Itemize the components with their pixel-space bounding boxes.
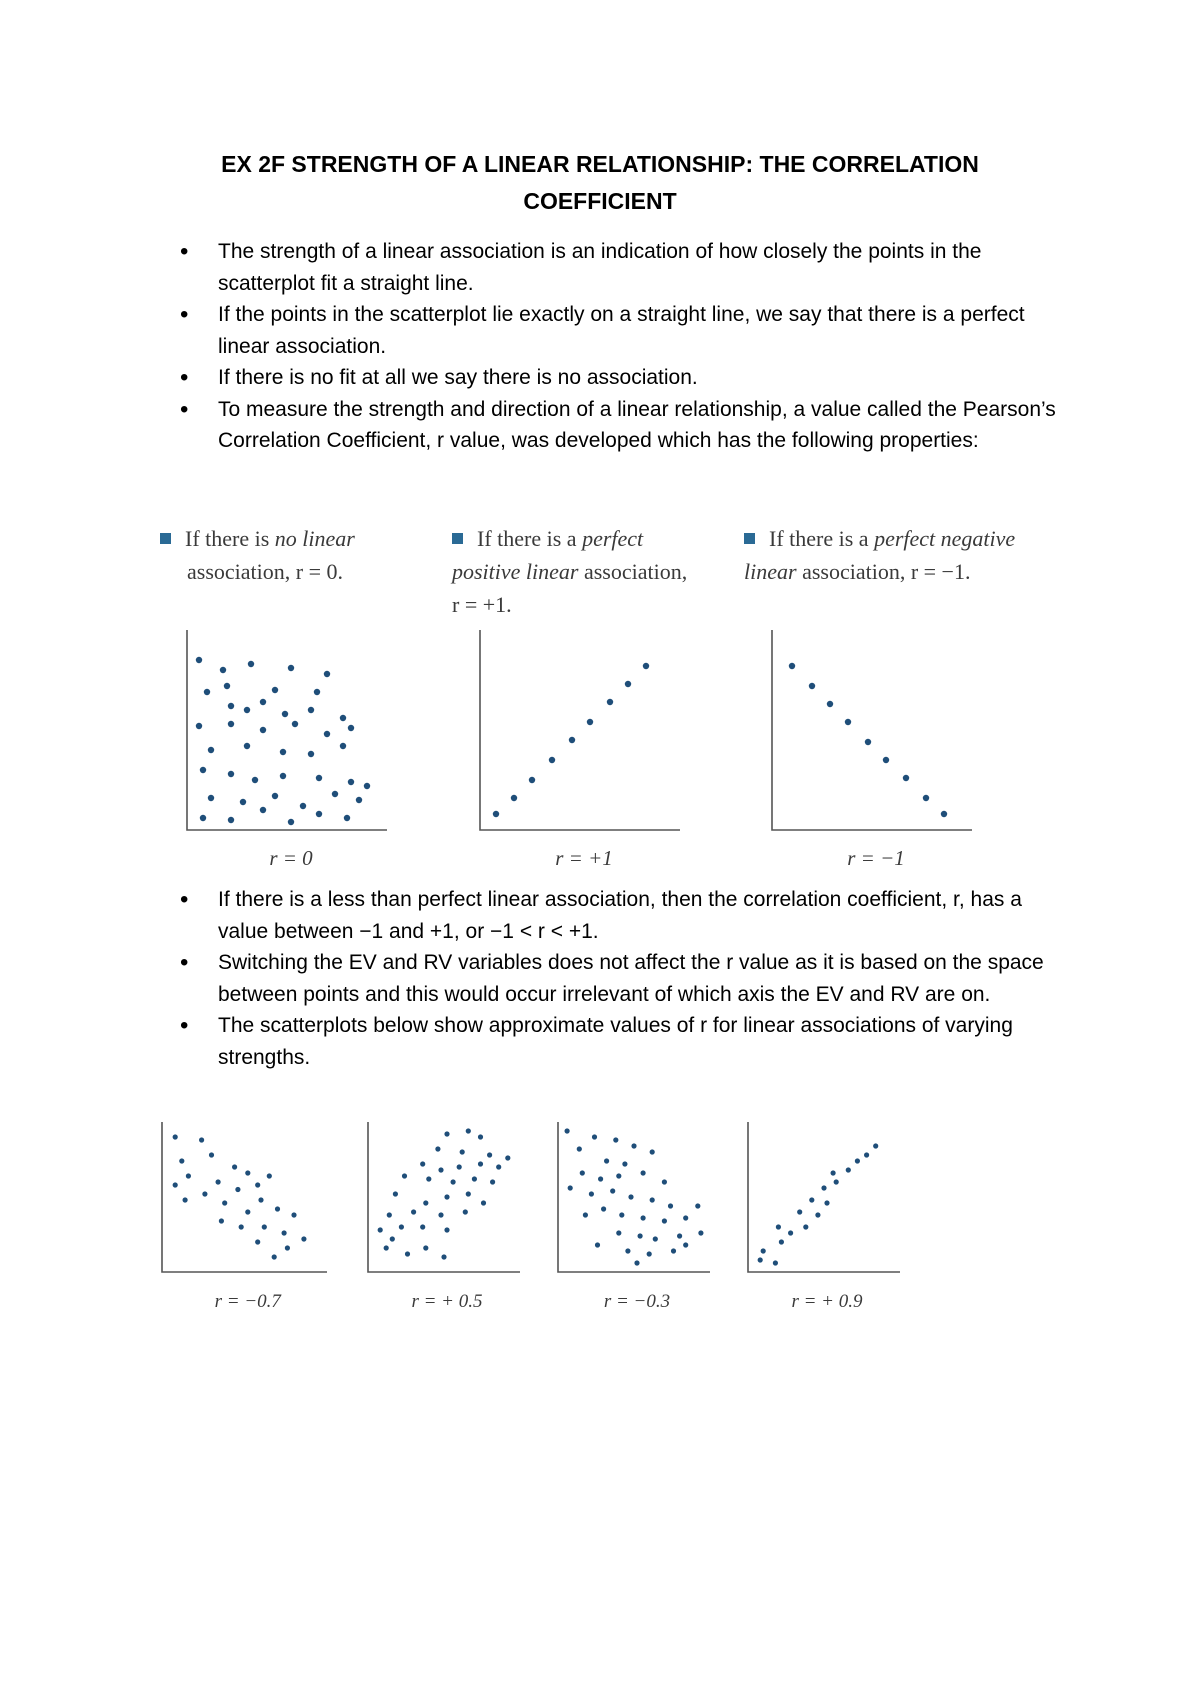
axes (162, 1122, 327, 1272)
data-point (529, 777, 535, 783)
data-point (855, 1158, 860, 1163)
data-point (324, 671, 330, 677)
data-point (235, 1187, 240, 1192)
data-point (316, 811, 322, 817)
data-point (340, 715, 346, 721)
data-point (616, 1173, 621, 1178)
data-point (228, 817, 234, 823)
data-point (583, 1212, 588, 1217)
data-point (239, 1224, 244, 1229)
data-point (568, 1185, 573, 1190)
square-bullet-icon (744, 533, 755, 544)
data-point (493, 811, 499, 817)
data-point (364, 783, 370, 789)
data-point (511, 795, 517, 801)
data-point (779, 1239, 784, 1244)
data-point (650, 1197, 655, 1202)
data-point (262, 1224, 267, 1229)
data-point (631, 1143, 636, 1148)
data-point (220, 667, 226, 673)
data-point (308, 707, 314, 713)
data-point (423, 1200, 428, 1205)
data-point (668, 1203, 673, 1208)
data-point (653, 1236, 658, 1241)
data-point (587, 719, 593, 725)
data-point (272, 687, 278, 693)
data-point (662, 1179, 667, 1184)
data-point (460, 1149, 465, 1154)
data-point (827, 701, 833, 707)
axes (368, 1122, 520, 1272)
data-point (873, 1143, 878, 1148)
data-point (222, 1200, 227, 1205)
scatterplot-r-minus-0-3 (556, 1122, 716, 1322)
data-point (332, 791, 338, 797)
data-point (776, 1224, 781, 1229)
data-point (773, 1260, 778, 1265)
data-point (457, 1164, 462, 1169)
data-point (444, 1227, 449, 1232)
r-value-label: r = −0.3 (603, 1291, 671, 1312)
data-point (601, 1206, 606, 1211)
data-point (280, 749, 286, 755)
data-point (604, 1158, 609, 1163)
data-point (505, 1155, 510, 1160)
data-point (384, 1245, 389, 1250)
data-point (580, 1170, 585, 1175)
data-point (478, 1134, 483, 1139)
caption-no-association: If there is no linear association, r = 0. (160, 522, 400, 588)
data-point (340, 743, 346, 749)
data-point (402, 1173, 407, 1178)
data-point (292, 721, 298, 727)
data-point (219, 1218, 224, 1223)
bullet-list-properties (160, 884, 1060, 1073)
data-point (202, 1191, 207, 1196)
data-point (622, 1161, 627, 1166)
data-point (643, 663, 649, 669)
bullet-list-intro (160, 236, 1060, 457)
data-point (282, 711, 288, 717)
data-point (619, 1212, 624, 1217)
data-point (288, 819, 294, 825)
data-point (260, 807, 266, 813)
data-point (435, 1146, 440, 1151)
data-point (788, 1230, 793, 1235)
data-point (589, 1191, 594, 1196)
data-point (478, 1161, 483, 1166)
data-point (232, 1164, 237, 1169)
data-point (356, 797, 362, 803)
data-point (173, 1182, 178, 1187)
data-point (613, 1137, 618, 1142)
data-point (248, 661, 254, 667)
r-value-label: r = −1 (847, 846, 905, 870)
data-point (390, 1236, 395, 1241)
data-point (824, 1200, 829, 1205)
data-point (815, 1212, 820, 1217)
data-point (348, 725, 354, 731)
axes (480, 630, 680, 830)
data-point (809, 1197, 814, 1202)
data-point (179, 1158, 184, 1163)
bullet-item: • The scatterplots below show approximate values of r for linear associations of varying strengths. (160, 1010, 1060, 1073)
data-point (441, 1254, 446, 1259)
data-point (314, 689, 320, 695)
r-value-label: r = +1 (555, 846, 613, 870)
bullet-item: • The strength of a linear association is an indication of how closely the points in the scatterplot fit a straight line. (160, 236, 1060, 299)
data-point (258, 1197, 263, 1202)
data-point (803, 1224, 808, 1229)
square-bullet-icon (452, 533, 463, 544)
data-point (671, 1248, 676, 1253)
data-point (267, 1173, 272, 1178)
data-point (301, 1236, 306, 1241)
data-point (244, 707, 250, 713)
data-point (240, 799, 246, 805)
data-point (208, 747, 214, 753)
data-point (393, 1191, 398, 1196)
data-point (797, 1209, 802, 1214)
bullet-item: • If there is a less than perfect linear association, then the correlation coefficient, r, has a value between −1 and +1, or −1 < r < +1. (160, 884, 1060, 947)
data-point (216, 1179, 221, 1184)
caption-perfect-negative: If there is a perfect negative linear association, r = −1. (744, 526, 1016, 584)
data-point (592, 1134, 597, 1139)
data-point (438, 1167, 443, 1172)
data-point (260, 727, 266, 733)
data-point (865, 739, 871, 745)
data-point (200, 815, 206, 821)
data-point (228, 703, 234, 709)
data-point (903, 775, 909, 781)
data-point (272, 1254, 277, 1259)
data-point (378, 1227, 383, 1232)
data-point (625, 681, 631, 687)
scatterplot-r-0 (185, 630, 395, 880)
data-point (196, 657, 202, 663)
data-point (610, 1188, 615, 1193)
r-value-label: r = 0 (269, 846, 313, 870)
data-point (761, 1248, 766, 1253)
data-point (173, 1134, 178, 1139)
data-point (200, 767, 206, 773)
data-point (288, 665, 294, 671)
data-point (183, 1197, 188, 1202)
r-value-label: r = −0.7 (214, 1291, 281, 1312)
caption-perfect-positive: If there is a perfect positive linear association, r = +1. (452, 526, 688, 617)
data-point (444, 1131, 449, 1136)
data-point (199, 1137, 204, 1142)
data-point (245, 1170, 250, 1175)
data-point (438, 1212, 443, 1217)
data-point (809, 683, 815, 689)
data-point (683, 1242, 688, 1247)
data-point (662, 1218, 667, 1223)
data-point (344, 815, 350, 821)
data-point (228, 771, 234, 777)
data-point (420, 1161, 425, 1166)
data-point (280, 773, 286, 779)
square-bullet-icon (160, 533, 171, 544)
r-value-label: r = + 0.5 (411, 1291, 483, 1312)
page-title: EX 2F STRENGTH OF A LINEAR RELATIONSHIP: THE CORRELATION COEFFICIENT (221, 151, 979, 214)
data-point (577, 1146, 582, 1151)
data-point (625, 1248, 630, 1253)
bullet-item: • To measure the strength and direction of a linear relationship, a value called the Pearson’s Correlation Coefficient, r value, was developed which has the following properties: (160, 394, 1060, 457)
data-point (204, 689, 210, 695)
data-point (647, 1251, 652, 1256)
data-point (209, 1152, 214, 1157)
data-point (628, 1194, 633, 1199)
data-point (616, 1230, 621, 1235)
data-point (864, 1152, 869, 1157)
data-point (399, 1224, 404, 1229)
data-point (260, 699, 266, 705)
data-point (411, 1209, 416, 1214)
data-point (490, 1179, 495, 1184)
data-point (466, 1128, 471, 1133)
data-point (463, 1209, 468, 1214)
data-point (224, 683, 230, 689)
data-point (228, 721, 234, 727)
bullet-item: • If the points in the scatterplot lie exactly on a straight line, we say that there is a perfect linear association. (160, 299, 1060, 362)
data-point (466, 1191, 471, 1196)
data-point (272, 793, 278, 799)
r-value-label: r = + 0.9 (791, 1291, 863, 1312)
scatterplot-r-plus-0-9 (746, 1122, 906, 1322)
data-point (316, 775, 322, 781)
data-point (291, 1212, 296, 1217)
data-point (845, 719, 851, 725)
data-point (883, 757, 889, 763)
data-point (348, 779, 354, 785)
bullet-item: • If there is no fit at all we say there is no association. (160, 362, 1060, 394)
data-point (683, 1215, 688, 1220)
scatterplot-r-minus-0-7 (160, 1122, 330, 1322)
data-point (650, 1149, 655, 1154)
data-point (595, 1242, 600, 1247)
scatterplot-r-plus-0-5 (366, 1122, 526, 1322)
data-point (282, 1230, 287, 1235)
data-point (677, 1233, 682, 1238)
data-point (598, 1176, 603, 1181)
data-point (324, 731, 330, 737)
data-point (758, 1257, 763, 1262)
data-point (426, 1176, 431, 1181)
data-point (252, 777, 258, 783)
data-point (641, 1215, 646, 1220)
data-point (549, 757, 555, 763)
data-point (196, 723, 202, 729)
data-point (420, 1224, 425, 1229)
data-point (255, 1182, 260, 1187)
data-point (496, 1164, 501, 1169)
data-point (208, 795, 214, 801)
scatterplot-r-minus-1 (770, 630, 980, 880)
data-point (285, 1245, 290, 1250)
data-point (846, 1167, 851, 1172)
data-point (607, 699, 613, 705)
data-point (423, 1245, 428, 1250)
data-point (941, 811, 947, 817)
data-point (923, 795, 929, 801)
data-point (186, 1173, 191, 1178)
data-point (451, 1179, 456, 1184)
bullet-item: • Switching the EV and RV variables does not affect the r value as it is based on the space between points and this would occur irrelevant of which axis the EV and RV are on. (160, 947, 1060, 1010)
data-point (444, 1194, 449, 1199)
data-point (300, 803, 306, 809)
data-point (472, 1176, 477, 1181)
data-point (789, 663, 795, 669)
data-point (831, 1170, 836, 1175)
data-point (245, 1209, 250, 1214)
data-point (821, 1185, 826, 1190)
data-point (387, 1212, 392, 1217)
data-point (487, 1152, 492, 1157)
axes (772, 630, 972, 830)
data-point (641, 1170, 646, 1175)
data-point (695, 1203, 700, 1208)
data-point (255, 1239, 260, 1244)
data-point (569, 737, 575, 743)
data-point (698, 1230, 703, 1235)
data-point (565, 1128, 570, 1133)
scatterplot-r-plus-1 (478, 630, 688, 880)
data-point (634, 1260, 639, 1265)
data-point (308, 751, 314, 757)
data-point (638, 1233, 643, 1238)
data-point (834, 1179, 839, 1184)
data-point (405, 1251, 410, 1256)
data-point (244, 743, 250, 749)
data-point (275, 1206, 280, 1211)
data-point (481, 1200, 486, 1205)
